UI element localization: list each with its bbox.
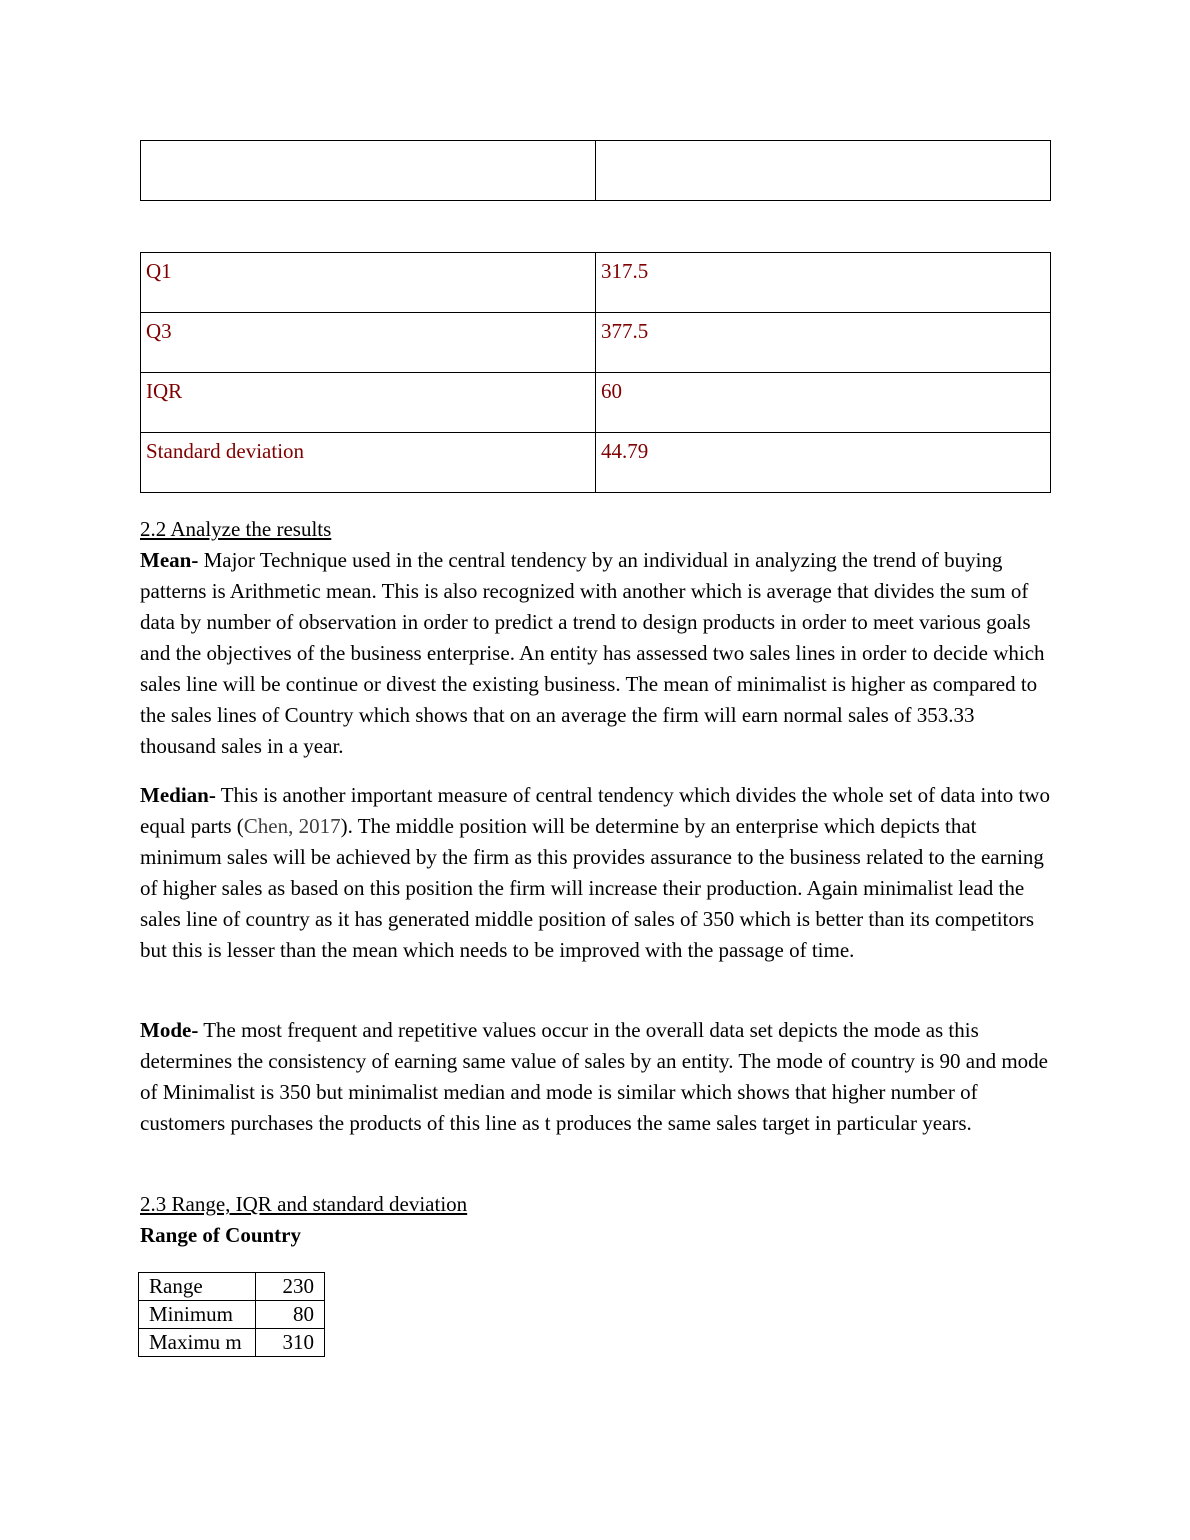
range-label: Range [139,1273,256,1301]
mean-text: Major Technique used in the central tendency by an individual in analyzing the trend of buying patterns is Arithmetic mean. This is also recognized with another which is average that divides the sum of data by number of observation in order to predict a trend to design products in order to meet various goals and the objectives of the business enterprise. An entity has assessed two sales lines in order to decide which sales line will be continue or divest the existing business. The mean of minimalist is higher as compared to the sales lines of Country which shows that on an average the firm will earn normal sales of 353.33 thousand sales in a year. [140,548,1045,758]
table-row [141,253,1051,313]
stat-value-iqr: 60 [596,373,1051,433]
table-row [141,141,1051,201]
stat-value-q1: 317.5 [596,253,1051,313]
stat-label-q1: Q1 [141,253,596,313]
table-cell [596,141,1051,201]
range-subheading: Range of Country [140,1223,301,1247]
median-term: Median- [140,783,216,807]
stat-label-iqr: IQR [141,373,596,433]
maximum-label: Maximu m [139,1329,256,1357]
mode-text: The most frequent and repetitive values occur in the overall data set depicts the mode as this determines the consistency of earning same value of sales by an entity. The mode of country is 90 and mode of Minimalist is 350 but minimalist median and mode is similar which shows that higher number of customers purchases the products of this line as t produces the same sales target in particular years. [140,1018,1048,1135]
table-row [139,1301,325,1329]
maximum-value: 310 [256,1329,325,1357]
range-table [138,1272,325,1357]
table-row [139,1329,325,1357]
stat-label-q3: Q3 [141,313,596,373]
statistics-table [140,252,1051,493]
stat-value-q3: 377.5 [596,313,1051,373]
stat-value-std-dev: 44.79 [596,433,1051,493]
mean-paragraph [140,545,1051,762]
median-text-after: ). The middle position will be determine by an enterprise which depicts that minimum sales will be achieved by the firm as this provides assurance to the business related to the earning of higher sales as based on this position the firm will increase their production. Again minimalist lead the sales line of country as it has generated middle position of sales of 350 which is better than its competitors but this is lesser than the mean which needs to be improved with the passage of time. [140,814,1044,962]
blank-table [140,140,1051,201]
range-value: 230 [256,1273,325,1301]
minimum-value: 80 [256,1301,325,1329]
table-row [139,1273,325,1301]
section-heading-2-3: 2.3 Range, IQR and standard deviation [140,1192,468,1216]
citation: Chen, 2017 [243,814,341,838]
median-text-before: This is another important measure of central tendency which divides the whole set of data into two equal parts ( [140,783,1050,838]
table-row [141,373,1051,433]
table-row [141,433,1051,493]
stat-label-std-dev: Standard deviation [141,433,596,493]
table-cell [141,141,596,201]
mode-paragraph [140,1015,1051,1139]
minimum-label: Minimum [139,1301,256,1329]
mode-term: Mode- [140,1018,199,1042]
section-heading-2-2: 2.2 Analyze the results [140,517,332,541]
table-row [141,313,1051,373]
median-paragraph [140,780,1051,966]
mean-term: Mean- [140,548,199,572]
